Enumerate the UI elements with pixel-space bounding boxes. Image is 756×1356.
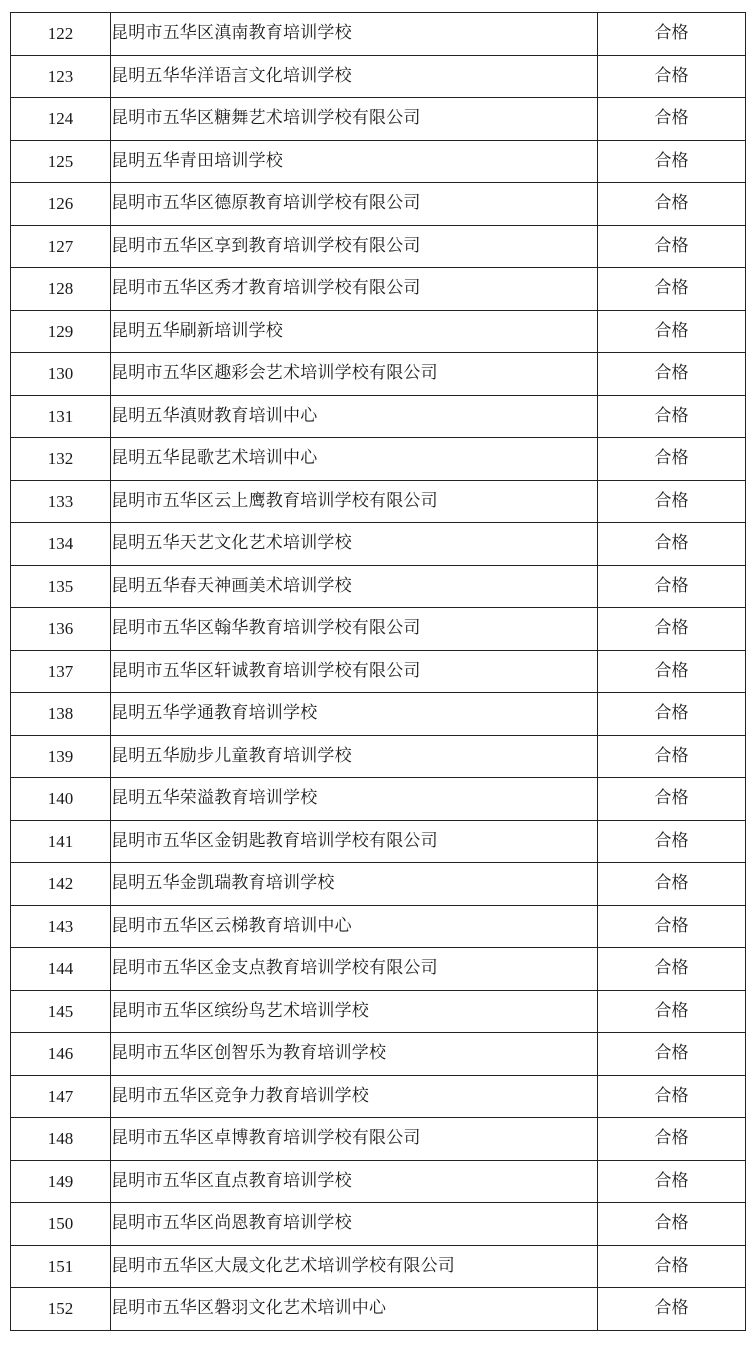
table-row — [11, 608, 746, 651]
institution-name: 昆明五华学通教育培训学校 — [111, 693, 598, 736]
table-row — [11, 565, 746, 608]
row-number: 124 — [11, 98, 111, 141]
inspection-result: 合格 — [598, 140, 746, 183]
inspection-result: 合格 — [598, 310, 746, 353]
row-number: 126 — [11, 183, 111, 226]
row-number: 130 — [11, 353, 111, 396]
institution-name: 昆明市五华区直点教育培训学校 — [111, 1160, 598, 1203]
institution-name: 昆明市五华区金钥匙教育培训学校有限公司 — [111, 820, 598, 863]
institution-name: 昆明市五华区糖舞艺术培训学校有限公司 — [111, 98, 598, 141]
table-row — [11, 438, 746, 481]
table-row — [11, 948, 746, 991]
inspection-result: 合格 — [598, 820, 746, 863]
inspection-result: 合格 — [598, 1075, 746, 1118]
institution-name: 昆明市五华区磐羽文化艺术培训中心 — [111, 1288, 598, 1331]
table-row — [11, 735, 746, 778]
row-number: 134 — [11, 523, 111, 566]
table-row — [11, 13, 746, 56]
row-number: 143 — [11, 905, 111, 948]
inspection-result: 合格 — [598, 353, 746, 396]
row-number: 135 — [11, 565, 111, 608]
institution-name: 昆明五华励步儿童教育培训学校 — [111, 735, 598, 778]
row-number: 150 — [11, 1203, 111, 1246]
row-number: 129 — [11, 310, 111, 353]
institution-name: 昆明市五华区尚恩教育培训学校 — [111, 1203, 598, 1246]
row-number: 131 — [11, 395, 111, 438]
row-number: 147 — [11, 1075, 111, 1118]
row-number: 146 — [11, 1033, 111, 1076]
institution-name: 昆明市五华区卓博教育培训学校有限公司 — [111, 1118, 598, 1161]
institution-name: 昆明五华昆歌艺术培训中心 — [111, 438, 598, 481]
institution-name: 昆明五华天艺文化艺术培训学校 — [111, 523, 598, 566]
row-number: 133 — [11, 480, 111, 523]
table-row — [11, 480, 746, 523]
row-number: 145 — [11, 990, 111, 1033]
inspection-result: 合格 — [598, 778, 746, 821]
row-number: 122 — [11, 13, 111, 56]
table-row — [11, 1033, 746, 1076]
table-row — [11, 1288, 746, 1331]
inspection-result: 合格 — [598, 395, 746, 438]
institution-name: 昆明五华华洋语言文化培训学校 — [111, 55, 598, 98]
institution-name: 昆明五华金凯瑞教育培训学校 — [111, 863, 598, 906]
row-number: 125 — [11, 140, 111, 183]
table-row — [11, 140, 746, 183]
inspection-result: 合格 — [598, 183, 746, 226]
institution-name: 昆明五华刷新培训学校 — [111, 310, 598, 353]
table-row — [11, 1075, 746, 1118]
inspection-result: 合格 — [598, 438, 746, 481]
table-row — [11, 1160, 746, 1203]
table-row — [11, 990, 746, 1033]
row-number: 132 — [11, 438, 111, 481]
institution-name: 昆明市五华区云梯教育培训中心 — [111, 905, 598, 948]
institution-name: 昆明市五华区创智乐为教育培训学校 — [111, 1033, 598, 1076]
table-row — [11, 55, 746, 98]
inspection-result: 合格 — [598, 650, 746, 693]
row-number: 127 — [11, 225, 111, 268]
table-row — [11, 905, 746, 948]
table-row — [11, 310, 746, 353]
institution-name: 昆明市五华区大晟文化艺术培训学校有限公司 — [111, 1245, 598, 1288]
inspection-result: 合格 — [598, 905, 746, 948]
inspection-result: 合格 — [598, 693, 746, 736]
inspection-result: 合格 — [598, 1288, 746, 1331]
table-row — [11, 820, 746, 863]
table-row — [11, 183, 746, 226]
table-row — [11, 353, 746, 396]
inspection-result: 合格 — [598, 1118, 746, 1161]
results-sheet — [10, 12, 745, 1331]
results-table-body — [11, 13, 746, 1331]
institution-name: 昆明市五华区云上鹰教育培训学校有限公司 — [111, 480, 598, 523]
table-row — [11, 98, 746, 141]
row-number: 144 — [11, 948, 111, 991]
row-number: 128 — [11, 268, 111, 311]
inspection-result: 合格 — [598, 735, 746, 778]
inspection-result: 合格 — [598, 1160, 746, 1203]
row-number: 140 — [11, 778, 111, 821]
table-row — [11, 778, 746, 821]
inspection-result: 合格 — [598, 268, 746, 311]
institution-name: 昆明市五华区竞争力教育培训学校 — [111, 1075, 598, 1118]
institution-name: 昆明市五华区缤纷鸟艺术培训学校 — [111, 990, 598, 1033]
row-number: 151 — [11, 1245, 111, 1288]
table-row — [11, 693, 746, 736]
inspection-result: 合格 — [598, 55, 746, 98]
row-number: 142 — [11, 863, 111, 906]
inspection-result: 合格 — [598, 608, 746, 651]
inspection-result: 合格 — [598, 565, 746, 608]
inspection-result: 合格 — [598, 863, 746, 906]
table-row — [11, 1203, 746, 1246]
institution-name: 昆明市五华区轩诚教育培训学校有限公司 — [111, 650, 598, 693]
results-table — [10, 12, 746, 1331]
row-number: 152 — [11, 1288, 111, 1331]
inspection-result: 合格 — [598, 1033, 746, 1076]
row-number: 149 — [11, 1160, 111, 1203]
table-row — [11, 1118, 746, 1161]
inspection-result: 合格 — [598, 1245, 746, 1288]
inspection-result: 合格 — [598, 98, 746, 141]
inspection-result: 合格 — [598, 480, 746, 523]
row-number: 137 — [11, 650, 111, 693]
table-row — [11, 268, 746, 311]
table-row — [11, 225, 746, 268]
row-number: 138 — [11, 693, 111, 736]
row-number: 141 — [11, 820, 111, 863]
row-number: 148 — [11, 1118, 111, 1161]
institution-name: 昆明五华滇财教育培训中心 — [111, 395, 598, 438]
table-row — [11, 523, 746, 566]
inspection-result: 合格 — [598, 1203, 746, 1246]
table-row — [11, 1245, 746, 1288]
row-number: 123 — [11, 55, 111, 98]
inspection-result: 合格 — [598, 13, 746, 56]
institution-name: 昆明市五华区翰华教育培训学校有限公司 — [111, 608, 598, 651]
inspection-result: 合格 — [598, 990, 746, 1033]
institution-name: 昆明市五华区滇南教育培训学校 — [111, 13, 598, 56]
inspection-result: 合格 — [598, 225, 746, 268]
inspection-result: 合格 — [598, 948, 746, 991]
institution-name: 昆明市五华区德原教育培训学校有限公司 — [111, 183, 598, 226]
table-row — [11, 650, 746, 693]
institution-name: 昆明五华荣溢教育培训学校 — [111, 778, 598, 821]
institution-name: 昆明市五华区享到教育培训学校有限公司 — [111, 225, 598, 268]
institution-name: 昆明市五华区秀才教育培训学校有限公司 — [111, 268, 598, 311]
row-number: 139 — [11, 735, 111, 778]
table-row — [11, 863, 746, 906]
inspection-result: 合格 — [598, 523, 746, 566]
row-number: 136 — [11, 608, 111, 651]
institution-name: 昆明五华青田培训学校 — [111, 140, 598, 183]
institution-name: 昆明五华春天神画美术培训学校 — [111, 565, 598, 608]
institution-name: 昆明市五华区金支点教育培训学校有限公司 — [111, 948, 598, 991]
institution-name: 昆明市五华区趣彩会艺术培训学校有限公司 — [111, 353, 598, 396]
table-row — [11, 395, 746, 438]
